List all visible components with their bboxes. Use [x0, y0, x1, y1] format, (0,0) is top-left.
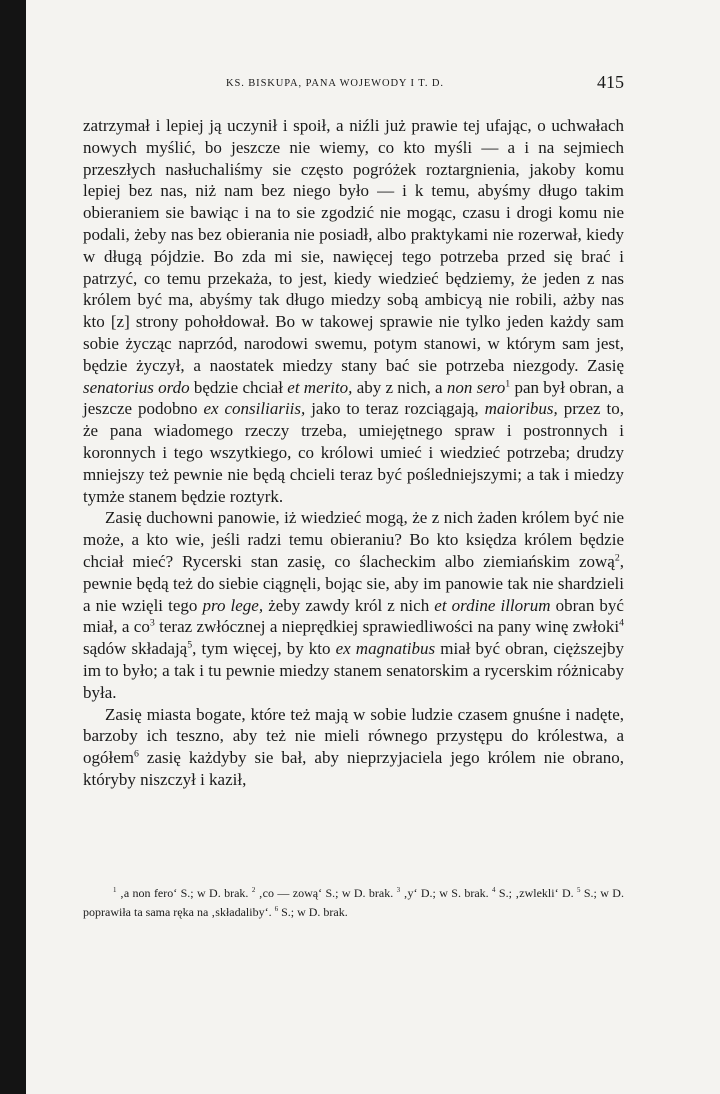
footnote-marker: 5	[577, 886, 581, 894]
footnote-marker: 1	[113, 886, 117, 894]
footnotes	[83, 884, 624, 922]
latin-phrase: et ordine illorum	[434, 595, 551, 615]
text-run: przez to, że pana wiadomego rzeczy trzeba, umiejętnego spraw i postronnych i koronnych i tego wszytkiego, co królowi umieć i wiedzieć potrzeba; drudzy mniejszy też pewnie nie będą chcieli teraz być pośledniejszymi; a tak i miedzy tymże stanem będzie roztyrk.	[83, 399, 624, 506]
text-run: będzie chciał	[189, 377, 288, 397]
latin-phrase: ex consiliariis,	[203, 399, 306, 419]
text-run: Zasię miasta bogate, które też mają w sobie ludzie czasem gnuśne i nadęte, barzoby ich teszno, aby też nie mieli równego przystępu do królestwa, a ogółem	[83, 704, 624, 768]
body-text	[83, 115, 624, 791]
text-run: zasię każdyby sie bał, aby nieprzyjaciela jego królem nie obrano, któryby niszczył i kaził,	[83, 748, 624, 789]
text-run: jako to teraz rozciągają,	[305, 399, 485, 419]
text-run: ‚a non fero‘ S.; w D. brak.	[116, 886, 252, 900]
text-run: S.; w D. brak.	[278, 905, 348, 919]
footnote-marker: 6	[274, 905, 279, 913]
text-run: miał być obran, cięższejby im to było; a tak i tu pewnie miedzy stanem senatorskim a rycerskim różnicaby była.	[83, 639, 625, 702]
footnote-marker: 6	[134, 748, 139, 760]
paragraph	[83, 115, 624, 507]
footnote-marker: 1	[505, 377, 511, 389]
text-run: zatrzymał i lepiej ją uczynił i spoił, a niźli już prawie tej ufając, o uchwałach nowych myślić, bo jeszcze nie wiemy, co kto myśli — a i na sejmiech przeszłych nasłuchaliśmy sie często pogróżek roztargnienia, jakoby komu lepiej bez nas, niż nam bez niego było — i k temu, abyśmy długo takim obieraniem sie bawiąc i na to sie zgodzić nie mogąc, czasu i drogi komu nie podali, żeby nas bez obierania nie posiadł, albo praktykami nie rozerwał, kiedy w długą pójdzie. Bo zda mi sie, nawięcej tego potrzeba przed się brać i patrzyć, co temu przekaża, to jest, kiedy wiedzieć będziemy, że jeden z nas królem być ma, abyśmy tak długo miedzy sobą ambicyą nie robili, ażby nas kto [z] strony pohołdował. Bo w takowej sprawie nie tylko jeden każdy sam sobie życząc naprzód, narodowi swemu, potym stanowi, w którym sam jest, będzie życzył, a naostatek miedzy stany bać sie potrzeba niezgody. Zasię	[83, 116, 624, 375]
footnotes-line	[83, 884, 624, 922]
text-run: aby z nich, a	[352, 377, 447, 397]
scan-dark-edge	[0, 0, 26, 1094]
latin-phrase: senatorius ordo	[83, 377, 190, 397]
text-run: teraz zwłócznej a nieprędkiej sprawiedliwości na pany winę zwłoki	[154, 617, 620, 637]
latin-phrase: pro lege,	[202, 595, 264, 615]
footnote-marker: 5	[187, 639, 193, 651]
text-run: ‚y‘ D.; w S. brak.	[400, 886, 493, 900]
latin-phrase: et merito,	[287, 377, 353, 397]
text-run: Zasię duchowni panowie, iż wiedzieć mogą, że z nich żaden królem być nie może, a kto wie, jeśli radzi temu obieraniu? Bo kto księdza królem będzie chciał mieć? Rycerski stan zasię, co ślacheckim albo ziemiańskim zową	[83, 508, 624, 571]
text-run: S.; ‚zwlekli‘ D.	[495, 886, 578, 900]
footnote-marker: 4	[619, 617, 624, 629]
page-header	[84, 72, 624, 96]
text-run: obran być miał, a co	[83, 595, 624, 637]
paragraph	[83, 704, 624, 791]
text-run: żeby zawdy król z nich	[263, 595, 435, 615]
latin-phrase: maioribus,	[484, 399, 558, 419]
latin-phrase: ex magnatibus	[335, 639, 436, 659]
text-run: pan był obran, a jeszcze podobno	[83, 377, 624, 419]
latin-phrase: non sero	[446, 377, 506, 397]
book-page	[26, 0, 720, 1094]
text-run: S.; w D. poprawiła ta sama ręka na ‚składaliby‘.	[83, 886, 624, 919]
footnote-marker: 3	[396, 886, 401, 894]
text-run: ‚co — zową‘ S.; w D. brak.	[255, 886, 397, 900]
footnote-marker: 2	[251, 886, 256, 894]
text-run: , tym więcej, by kto	[192, 639, 336, 659]
paragraph	[83, 507, 624, 703]
footnote-marker: 3	[149, 617, 155, 629]
footnote-marker: 4	[492, 886, 496, 894]
footnote-marker: 2	[614, 552, 620, 564]
text-run: sądów składają	[83, 639, 188, 659]
running-head: KS. BISKUPA, PANA WOJEWODY I T. D.	[226, 78, 444, 89]
text-run: , pewnie będą też do siebie ciągnęli, bojąc sie, aby im panowie tak nie shardzieli a nie wzięli tego	[83, 551, 624, 615]
page-number: 415	[597, 72, 624, 92]
